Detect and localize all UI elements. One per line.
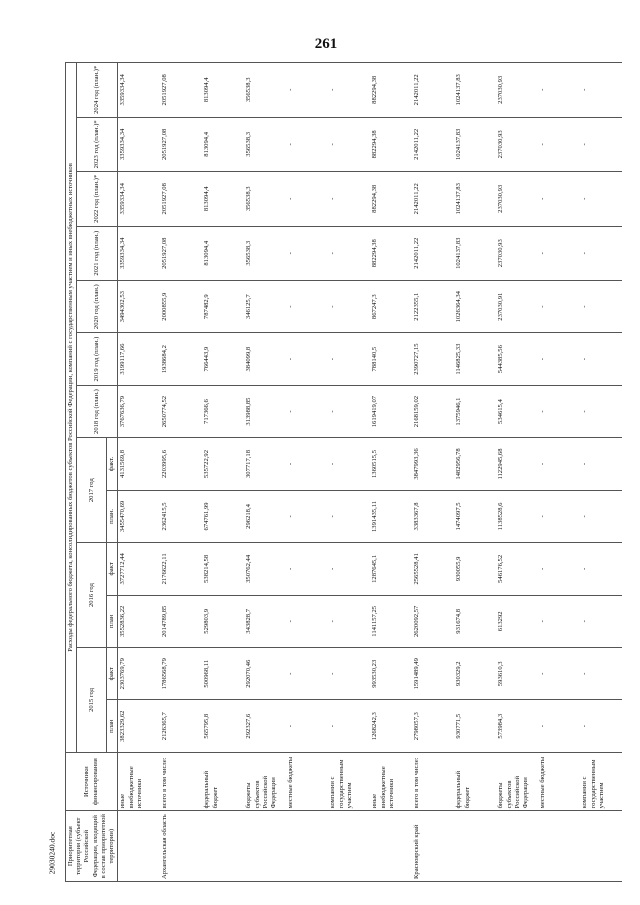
value-cell: 237030,93: [496, 63, 538, 118]
value-cell: 3455470,69: [118, 490, 161, 542]
source-cell: компании с государственным участием: [328, 752, 370, 811]
value-cell: -: [286, 490, 328, 542]
territory-cell: [370, 811, 412, 882]
value-cell: 2390727,15: [412, 333, 454, 385]
value-cell: 2126365,7: [160, 700, 202, 752]
value-cell: -: [328, 438, 370, 490]
value-cell: -: [538, 438, 580, 490]
value-cell: -: [538, 700, 580, 752]
value-cell: 2798057,3: [412, 700, 454, 752]
header-territory: Приоритетная территория (субъект Российской Федерации, входящий в состав приоритетной территории): [66, 811, 118, 882]
source-cell: бюджеты субъектов Российской Федерации: [244, 752, 286, 811]
value-cell: 3199117,66: [118, 333, 161, 385]
table-row: [454, 63, 496, 882]
value-cell: 534615,4: [496, 385, 538, 437]
value-cell: 674761,99: [202, 490, 244, 542]
value-cell: 882294,38: [370, 117, 412, 171]
table-row: [118, 63, 161, 882]
value-cell: 500968,11: [202, 648, 244, 700]
value-cell: -: [328, 700, 370, 752]
territory-cell: [454, 811, 496, 882]
value-cell: -: [328, 543, 370, 595]
value-cell: -: [286, 438, 328, 490]
value-cell: 1024137,83: [454, 117, 496, 171]
value-cell: -: [286, 117, 328, 171]
value-cell: -: [580, 490, 622, 542]
value-cell: 930329,2: [454, 648, 496, 700]
value-cell: 2122355,1: [412, 280, 454, 332]
value-cell: 296218,4: [244, 490, 286, 542]
value-cell: 3552836,22: [118, 595, 161, 647]
value-cell: 593610,3: [496, 648, 538, 700]
value-cell: 350762,44: [244, 543, 286, 595]
value-cell: -: [328, 490, 370, 542]
value-cell: -: [538, 385, 580, 437]
value-cell: 535722,92: [202, 438, 244, 490]
table-body: [118, 63, 623, 882]
value-cell: -: [328, 280, 370, 332]
value-cell: 237030,93: [496, 172, 538, 226]
value-cell: -: [286, 280, 328, 332]
value-cell: -: [328, 333, 370, 385]
value-cell: 3847993,36: [412, 438, 454, 490]
value-cell: 930055,9: [454, 543, 496, 595]
source-cell: местные бюджеты: [538, 752, 580, 811]
value-cell: -: [538, 117, 580, 171]
value-cell: -: [580, 226, 622, 280]
header-fact-2016: факт: [107, 543, 118, 595]
value-cell: 356538,3: [244, 63, 286, 118]
value-cell: 813094,4: [202, 117, 244, 171]
header-2018: 2018 год (план.): [77, 385, 118, 437]
value-cell: 2014789,85: [160, 595, 202, 647]
value-cell: 1122945,68: [496, 438, 538, 490]
value-cell: 356538,3: [244, 226, 286, 280]
table-row: [580, 63, 622, 882]
header-plan-2016: план: [107, 595, 118, 647]
value-cell: 787482,9: [202, 280, 244, 332]
header-year-2016: 2016 год: [77, 543, 107, 648]
value-cell: 882294,38: [370, 172, 412, 226]
value-cell: 813094,4: [202, 172, 244, 226]
value-cell: 1375946,1: [454, 385, 496, 437]
table-row: [286, 63, 328, 882]
value-cell: 717366,6: [202, 385, 244, 437]
value-cell: 1786568,79: [160, 648, 202, 700]
header-source: Источники финансирования: [66, 752, 118, 811]
value-cell: -: [328, 117, 370, 171]
value-cell: 1026364,34: [454, 280, 496, 332]
value-cell: 2303769,79: [118, 648, 161, 700]
value-cell: -: [580, 117, 622, 171]
table-row: [244, 63, 286, 882]
territory-cell: [496, 811, 538, 882]
header-year-2015: 2015 год: [77, 648, 107, 753]
value-cell: 237030,91: [496, 280, 538, 332]
value-cell: 1141157,25: [370, 595, 412, 647]
value-cell: 2142011,22: [412, 117, 454, 171]
header-2023: 2023 год (план.)*: [77, 117, 118, 171]
value-cell: 1482956,78: [454, 438, 496, 490]
page-number: 261: [314, 36, 338, 52]
value-cell: 3359334,34: [118, 63, 161, 118]
value-cell: -: [580, 385, 622, 437]
value-cell: -: [286, 700, 328, 752]
value-cell: 1360515,5: [370, 438, 412, 490]
value-cell: 1591489,49: [412, 648, 454, 700]
value-cell: 3823329,62: [118, 700, 161, 752]
value-cell: 2142011,22: [412, 63, 454, 118]
source-cell: иные внебюджетные источники: [370, 752, 412, 811]
value-cell: 1474097,5: [454, 490, 496, 542]
value-cell: -: [580, 543, 622, 595]
value-cell: 3727712,44: [118, 543, 161, 595]
value-cell: 565795,8: [202, 700, 244, 752]
source-cell: компании с государственным участием: [580, 752, 622, 811]
source-cell: всего в том числе:: [412, 752, 454, 811]
value-cell: -: [286, 172, 328, 226]
value-cell: 2176622,11: [160, 543, 202, 595]
value-cell: 1287645,1: [370, 543, 412, 595]
table-row: [370, 63, 412, 882]
territory-cell: Красноярский край: [412, 811, 454, 882]
footer: [12, 818, 92, 888]
value-cell: 4131569,8: [118, 438, 161, 490]
territory-cell: Архангельская область: [160, 811, 202, 882]
header-2020: 2020 год (план.): [77, 280, 118, 332]
value-cell: -: [538, 63, 580, 118]
value-cell: -: [538, 648, 580, 700]
value-cell: 313988,85: [244, 385, 286, 437]
table-row: [412, 63, 454, 882]
value-cell: 2000855,9: [160, 280, 202, 332]
value-cell: 544385,56: [496, 333, 538, 385]
header-2021: 2021 год (план.): [77, 226, 118, 280]
territory-cell: [244, 811, 286, 882]
value-cell: -: [580, 63, 622, 118]
header-year-2017: 2017 год: [77, 438, 107, 543]
value-cell: 2203995,6: [160, 438, 202, 490]
value-cell: 1146825,33: [454, 333, 496, 385]
value-cell: 1619419,07: [370, 385, 412, 437]
source-cell: федеральный бюджет: [454, 752, 496, 811]
value-cell: 1938684,2: [160, 333, 202, 385]
value-cell: 3767636,79: [118, 385, 161, 437]
value-cell: 2051927,08: [160, 63, 202, 118]
value-cell: -: [286, 648, 328, 700]
territory-cell: [202, 811, 244, 882]
value-cell: 3359334,34: [118, 172, 161, 226]
source-cell: бюджеты субъектов Российской Федерации: [496, 752, 538, 811]
header-fact-2017: факт.: [107, 438, 118, 490]
value-cell: 882294,38: [370, 63, 412, 118]
source-cell: местные бюджеты: [286, 752, 328, 811]
value-cell: -: [286, 385, 328, 437]
value-cell: 343828,7: [244, 595, 286, 647]
value-cell: 538214,58: [202, 543, 244, 595]
value-cell: 813094,4: [202, 226, 244, 280]
value-cell: 3359334,34: [118, 226, 161, 280]
value-cell: -: [538, 226, 580, 280]
value-cell: 307717,18: [244, 438, 286, 490]
value-cell: 384099,8: [244, 333, 286, 385]
rotated-table-container: [65, 62, 605, 882]
source-cell: федеральный бюджет: [202, 752, 244, 811]
header-2022: 2022 год (план.)*: [77, 172, 118, 226]
value-cell: 813094,4: [202, 63, 244, 118]
value-cell: -: [580, 333, 622, 385]
value-cell: 1391435,11: [370, 490, 412, 542]
territory-cell: [328, 811, 370, 882]
header-plan-2015: план: [107, 700, 118, 752]
value-cell: -: [328, 63, 370, 118]
value-cell: -: [286, 543, 328, 595]
value-cell: -: [538, 490, 580, 542]
header-2024: 2024 год (план.)*: [77, 63, 118, 118]
value-cell: 1024137,83: [454, 172, 496, 226]
table-row: [496, 63, 538, 882]
header-fact-2015: факт: [107, 648, 118, 700]
value-cell: 546176,52: [496, 543, 538, 595]
value-cell: 867247,3: [370, 280, 412, 332]
value-cell: 2051927,08: [160, 117, 202, 171]
value-cell: 237030,93: [496, 226, 538, 280]
value-cell: 3494302,53: [118, 280, 161, 332]
value-cell: -: [538, 543, 580, 595]
value-cell: -: [328, 226, 370, 280]
value-cell: -: [580, 700, 622, 752]
value-cell: 292070,46: [244, 648, 286, 700]
header-expenses: Расходы федерального бюджета, консолидированных бюджетов субъектов Российской Федерации, компаний с государственным участием и иных внебюджетных источников: [66, 63, 77, 753]
value-cell: -: [580, 438, 622, 490]
value-cell: 2051927,08: [160, 172, 202, 226]
footer-filename: 29030240.doc: [47, 831, 57, 875]
value-cell: 346125,7: [244, 280, 286, 332]
header-plan-2017: план.: [107, 490, 118, 542]
value-cell: -: [580, 280, 622, 332]
value-cell: 1268242,3: [370, 700, 412, 752]
value-cell: -: [538, 333, 580, 385]
value-cell: -: [538, 595, 580, 647]
value-cell: 1138528,6: [496, 490, 538, 542]
value-cell: -: [328, 172, 370, 226]
value-cell: 788140,5: [370, 333, 412, 385]
value-cell: 766443,9: [202, 333, 244, 385]
value-cell: -: [538, 280, 580, 332]
value-cell: 2650774,52: [160, 385, 202, 437]
value-cell: 2142011,22: [412, 172, 454, 226]
value-cell: 3359334,34: [118, 117, 161, 171]
value-cell: 2168159,02: [412, 385, 454, 437]
source-cell: всего в том числе:: [160, 752, 202, 811]
value-cell: -: [328, 648, 370, 700]
table-row: [202, 63, 244, 882]
territory-cell: [538, 811, 580, 882]
value-cell: 2565528,41: [412, 543, 454, 595]
territory-cell: [286, 811, 328, 882]
value-cell: 930771,5: [454, 700, 496, 752]
header-2019: 2019 год (план.): [77, 333, 118, 385]
value-cell: -: [580, 648, 622, 700]
table-row: [160, 63, 202, 882]
value-cell: 2362415,5: [160, 490, 202, 542]
value-cell: 573984,3: [496, 700, 538, 752]
financing-table: [65, 62, 622, 882]
value-cell: 993530,23: [370, 648, 412, 700]
value-cell: 237030,93: [496, 117, 538, 171]
value-cell: -: [328, 385, 370, 437]
value-cell: 292327,6: [244, 700, 286, 752]
value-cell: -: [580, 172, 622, 226]
value-cell: 2051927,08: [160, 226, 202, 280]
value-cell: 3383367,8: [412, 490, 454, 542]
value-cell: -: [286, 595, 328, 647]
value-cell: 356538,3: [244, 117, 286, 171]
value-cell: 613292: [496, 595, 538, 647]
value-cell: -: [286, 333, 328, 385]
territory-cell: [118, 811, 161, 882]
value-cell: -: [580, 595, 622, 647]
value-cell: 1024137,83: [454, 63, 496, 118]
table-row: [328, 63, 370, 882]
value-cell: -: [538, 172, 580, 226]
value-cell: 1024137,83: [454, 226, 496, 280]
table-row: [538, 63, 580, 882]
source-cell: иные внебюджетные источники: [118, 752, 161, 811]
territory-cell: [580, 811, 622, 882]
value-cell: 356538,3: [244, 172, 286, 226]
value-cell: 529803,9: [202, 595, 244, 647]
value-cell: 2620092,57: [412, 595, 454, 647]
value-cell: -: [286, 63, 328, 118]
value-cell: 882294,38: [370, 226, 412, 280]
value-cell: -: [286, 226, 328, 280]
value-cell: 2142011,22: [412, 226, 454, 280]
value-cell: -: [328, 595, 370, 647]
value-cell: 931674,8: [454, 595, 496, 647]
